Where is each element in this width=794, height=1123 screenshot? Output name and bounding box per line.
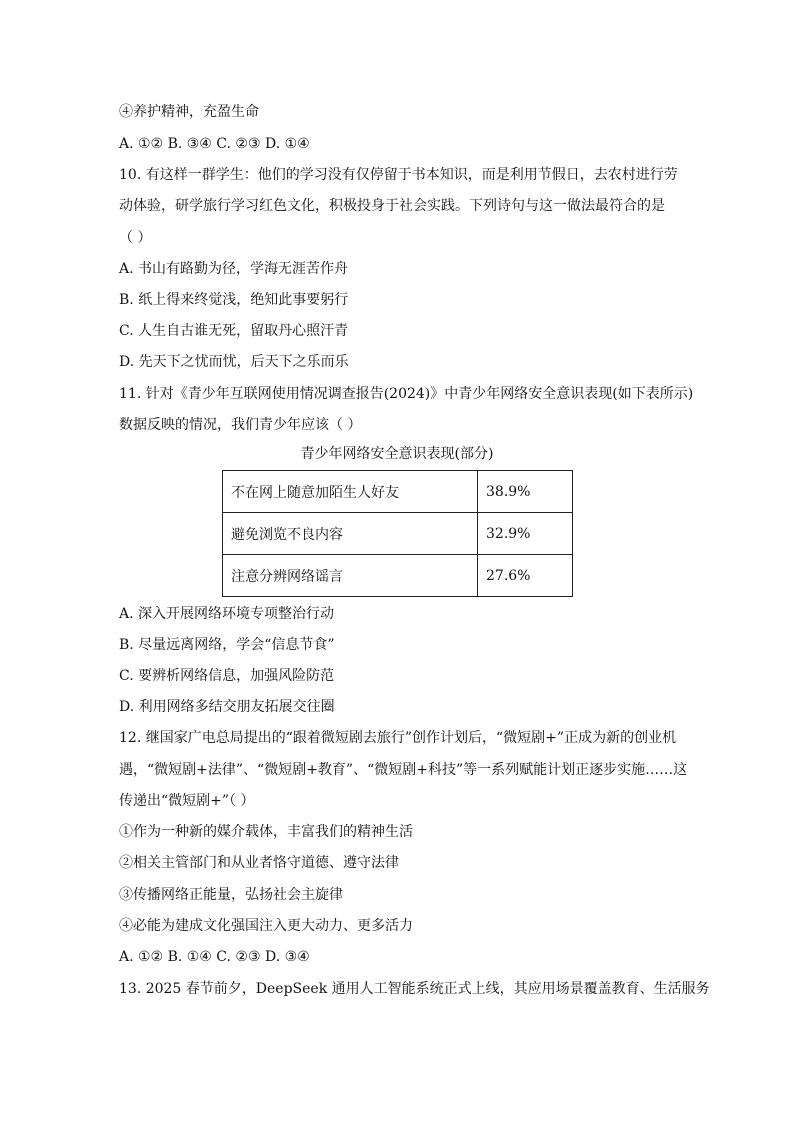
answer-choices-q9: A. ①② B. ③④ C. ②③ D. ①④ bbox=[119, 136, 310, 152]
table-cell-value: 38.9% bbox=[478, 471, 573, 513]
option-line: ④养护精神，充盈生命 bbox=[119, 104, 259, 120]
option-d: D. 利用网络多结交朋友拓展交往圈 bbox=[119, 699, 335, 715]
statement-1: ①作为一种新的媒介载体，丰富我们的精神生活 bbox=[119, 824, 413, 840]
option-c: C. 人生自古谁无死，留取丹心照汗青 bbox=[119, 323, 349, 339]
table-cell-item: 避免浏览不良内容 bbox=[223, 513, 478, 555]
table-title: 青少年网络安全意识表现(部分) bbox=[300, 446, 494, 462]
statement-2: ②相关主管部门和从业者恪守道德、遵守法律 bbox=[119, 855, 399, 871]
table-row bbox=[223, 513, 573, 555]
table-row bbox=[223, 471, 573, 513]
table-cell-value: 32.9% bbox=[478, 513, 573, 555]
table-cell-item: 不在网上随意加陌生人好友 bbox=[223, 471, 478, 513]
question-10-stem: 10. 有这样一群学生：他们的学习没有仅停留于书本知识，而是利用节假日，去农村进行劳 bbox=[119, 167, 678, 183]
statement-4: ④必能为建成文化强国注入更大动力、更多活力 bbox=[119, 918, 413, 934]
question-12-stem: 12. 继国家广电总局提出的“跟着微短剧去旅行”创作计划后，“微短剧+”正成为新的创业机 bbox=[119, 730, 677, 746]
survey-table bbox=[222, 470, 573, 597]
statement-3: ③传播网络正能量，弘扬社会主旋律 bbox=[119, 887, 343, 903]
option-a: A. 书山有路勤为径，学海无涯苦作舟 bbox=[119, 261, 349, 277]
answer-choices-q12: A. ①② B. ①④ C. ②③ D. ③④ bbox=[119, 949, 310, 965]
question-12-stem-end: 传递出“微短剧+”（ ） bbox=[119, 793, 255, 809]
question-10-blank: （ ） bbox=[119, 230, 152, 246]
option-c: C. 要辨析网络信息，加强风险防范 bbox=[119, 668, 335, 684]
question-11-stem-cont: 数据反映的情况，我们青少年应该（ ） bbox=[119, 417, 362, 433]
question-13-stem: 13. 2025 春节前夕，DeepSeek 通用人工智能系统正式上线，其应用场景覆盖教育、生活服务 bbox=[119, 981, 710, 997]
option-b: B. 尽量远离网络，学会“信息节食” bbox=[119, 637, 335, 653]
option-d: D. 先天下之忧而忧，后天下之乐而乐 bbox=[119, 354, 349, 370]
table-cell-value: 27.6% bbox=[478, 555, 573, 597]
question-11-stem: 11. 针对《青少年互联网使用情况调查报告(2024)》中青少年网络安全意识表现(如下表所示) bbox=[119, 386, 694, 402]
question-12-stem-cont: 遇，“微短剧+法律”、“微短剧+教育”、“微短剧+科技”等一系列赋能计划正逐步实施……这 bbox=[119, 762, 688, 778]
option-a: A. 深入开展网络环境专项整治行动 bbox=[119, 606, 335, 622]
table-cell-item: 注意分辨网络谣言 bbox=[223, 555, 478, 597]
option-b: B. 纸上得来终觉浅，绝知此事要躬行 bbox=[119, 292, 349, 308]
question-10-stem-cont: 动体验，研学旅行学习红色文化，积极投身于社会实践。下列诗句与这一做法最符合的是 bbox=[119, 198, 665, 214]
table-row bbox=[223, 555, 573, 597]
